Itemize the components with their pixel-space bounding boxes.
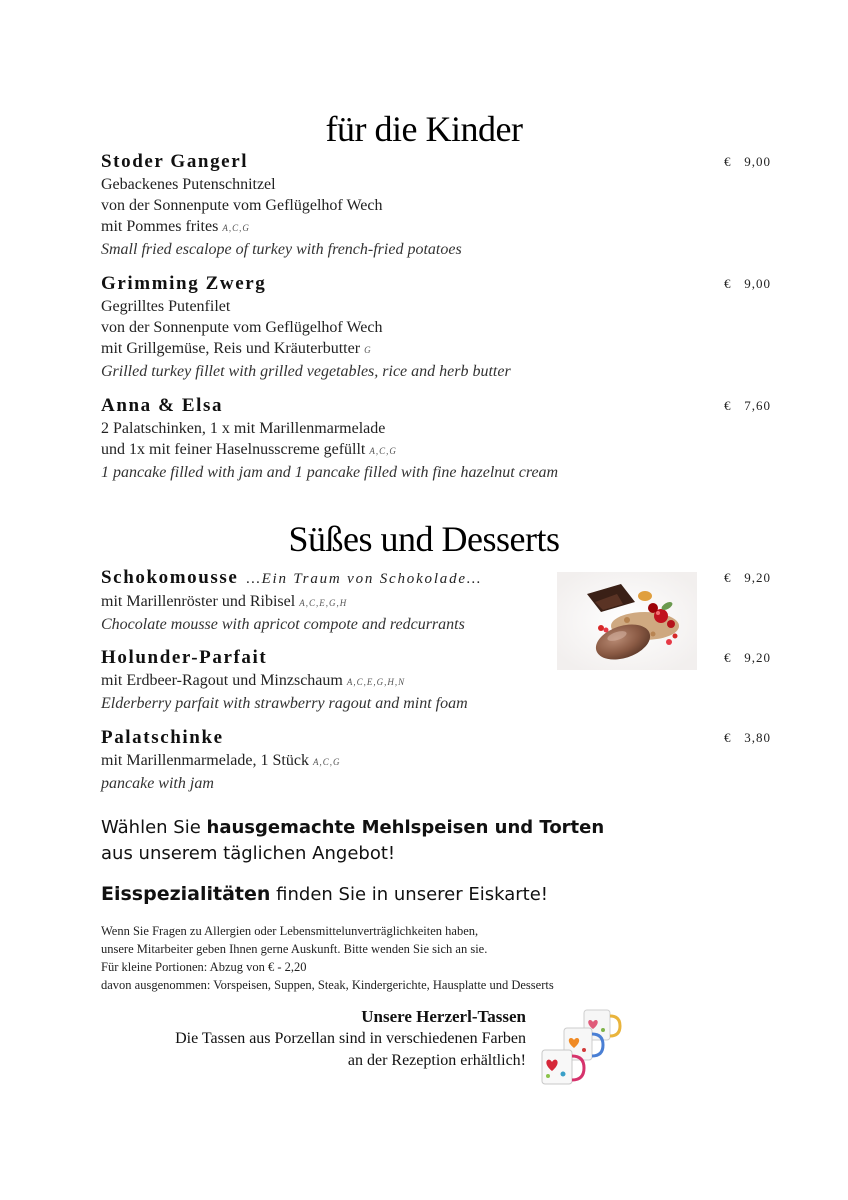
note-highlight: hausgemachte Mehlspeisen und Torten: [206, 817, 605, 838]
item-description-text: mit Marillenmarmelade, 1 Stück: [101, 752, 309, 769]
item-name: Anna & Elsa: [101, 395, 224, 416]
note-line: [101, 815, 761, 841]
menu-item-grimming-zwerg: [101, 272, 771, 382]
menu-item-stoder-gangerl: [101, 150, 771, 260]
item-name: Grimming Zwerg: [101, 273, 267, 294]
item-price: € 9,00: [724, 154, 771, 169]
info-line: Wenn Sie Fragen zu Allergien oder Lebensmittelunverträglichkeiten haben,: [101, 924, 479, 938]
item-description-line: von der Sonnenpute vom Geflügelhof Wech: [101, 197, 383, 214]
allergen-codes: A,C,G: [312, 757, 341, 767]
menu-item-holunder-parfait: [101, 646, 771, 714]
promo-title: Unsere Herzerl-Tassen: [361, 1007, 526, 1026]
item-english-description: pancake with jam: [101, 775, 214, 792]
herzerl-tassen-promo: [100, 1006, 526, 1072]
menu-item-palatschinke: [101, 726, 771, 794]
promo-line: an der Rezeption erhältlich!: [347, 1052, 526, 1069]
section-title-kinder: für die Kinder: [325, 109, 523, 150]
item-description-line: Gebackenes Putenschnitzel: [101, 176, 276, 193]
allergen-codes: A,C,G: [369, 446, 397, 456]
item-english-description: Small fried escalope of turkey with french-fried potatoes: [101, 241, 462, 258]
info-line: unsere Mitarbeiter geben Ihnen gerne Auskunft. Bitte wenden Sie sich an sie.: [101, 942, 488, 956]
item-price: € 3,80: [724, 730, 771, 745]
item-tagline: …Ein Traum von Schokolade…: [246, 571, 482, 587]
item-description-text: mit Pommes frites: [101, 218, 219, 235]
item-description-line: [101, 439, 771, 462]
item-description-text: und 1x mit feiner Haselnusscreme gefüllt: [101, 441, 366, 458]
item-english-description: Elderberry parfait with strawberry ragout and mint foam: [101, 695, 468, 712]
promo-line: Die Tassen aus Porzellan sind in verschiedenen Farben: [175, 1030, 526, 1047]
note-mehlspeisen: [101, 815, 761, 867]
note-line: aus unserem täglichen Angebot!: [101, 843, 396, 864]
item-price: € 9,20: [724, 650, 771, 665]
item-english-description: Grilled turkey fillet with grilled vegetables, rice and herb butter: [101, 363, 511, 380]
item-english-description: Chocolate mousse with apricot compote and redcurrants: [101, 616, 465, 633]
item-description-line: [101, 750, 771, 773]
note-text: Wählen Sie: [101, 817, 207, 838]
item-price: € 9,20: [724, 570, 771, 585]
allergy-info: [101, 922, 741, 994]
allergen-codes: A,C,E,G,H,N: [346, 677, 406, 687]
item-english-description: 1 pancake filled with jam and 1 pancake filled with fine hazelnut cream: [101, 464, 559, 481]
item-name: Stoder Gangerl: [101, 151, 249, 172]
allergen-codes: G: [364, 345, 372, 355]
item-name: Palatschinke: [101, 727, 224, 748]
item-price: € 9,00: [724, 276, 771, 291]
allergen-codes: A,C,E,G,H: [299, 598, 348, 608]
item-description-text: mit Grillgemüse, Reis und Kräuterbutter: [101, 340, 361, 357]
section-title-desserts: Süßes und Desserts: [288, 519, 560, 560]
item-name: Holunder-Parfait: [101, 647, 268, 668]
item-description-line: 2 Palatschinken, 1 x mit Marillenmarmelade: [101, 420, 386, 437]
menu-item-anna-elsa: [101, 394, 771, 483]
item-description-line: von der Sonnenpute vom Geflügelhof Wech: [101, 319, 383, 336]
note-line: [101, 881, 761, 908]
item-description-line: [101, 216, 771, 239]
note-eisspezialitaeten: [101, 881, 761, 908]
item-description-line: [101, 338, 771, 361]
note-text: finden Sie in unserer Eiskarte!: [270, 884, 548, 905]
note-highlight: Eisspezialitäten: [101, 883, 271, 905]
item-price: € 7,60: [724, 398, 771, 413]
item-description-line: Gegrilltes Putenfilet: [101, 298, 231, 315]
item-description-line: [101, 670, 771, 693]
info-line: davon ausgenommen: Vorspeisen, Suppen, Steak, Kindergerichte, Hausplatte und Desserts: [101, 978, 554, 992]
heart-cups-photo: [534, 1004, 634, 1092]
item-name: Schokomousse: [101, 567, 239, 588]
allergen-codes: A,C,G: [222, 223, 250, 233]
item-description-text: mit Marillenröster und Ribisel: [101, 593, 296, 610]
item-description-text: mit Erdbeer-Ragout und Minzschaum: [101, 672, 343, 689]
info-line: Für kleine Portionen: Abzug von € - 2,20: [101, 960, 307, 974]
